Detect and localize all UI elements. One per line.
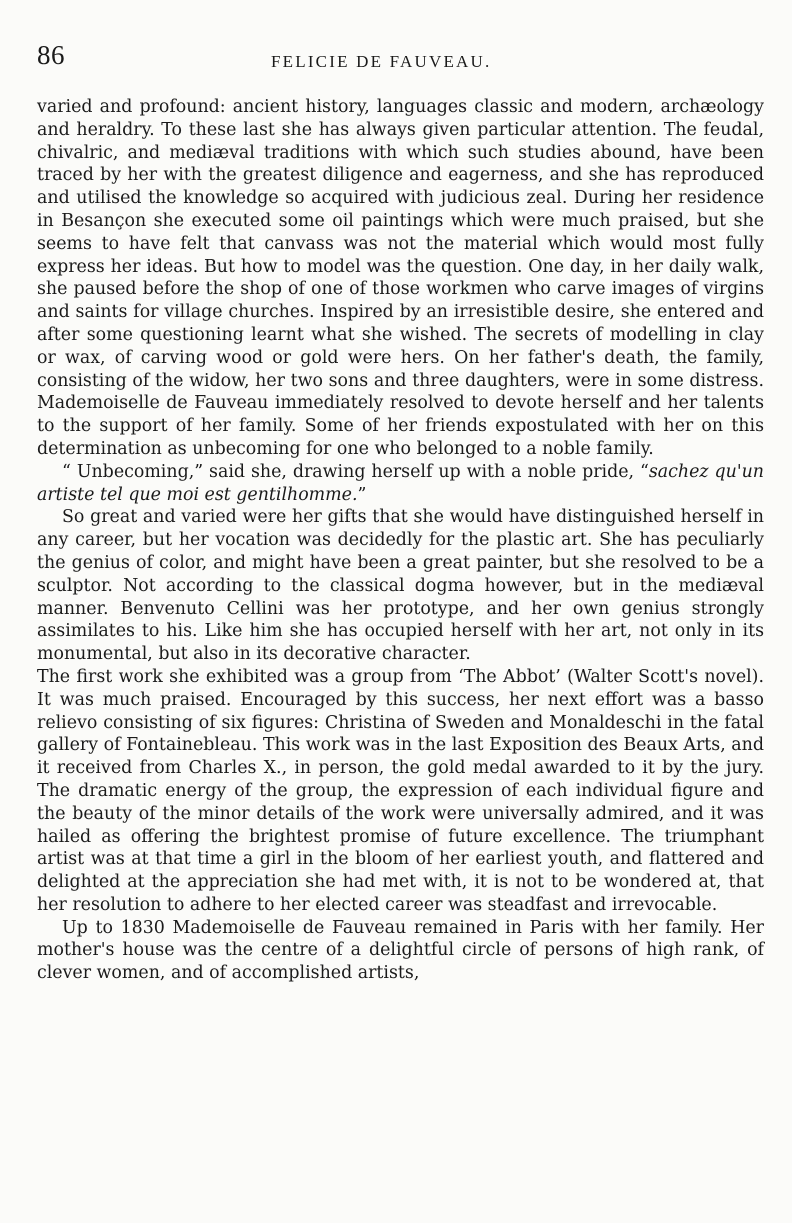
running-title: FELICIE DE FAUVEAU. xyxy=(271,52,492,71)
page-number: 86 xyxy=(37,40,65,70)
quote-lead: “ Unbecoming,” said she, drawing herself up with a noble pride, “ xyxy=(62,461,649,482)
paragraph-4: The first work she exhibited was a group from ‘The Abbot’ (Walter Scott's novel). It was much praised. Encouraged by this success, her next effort was a basso relievo consisting of six figures: Christina of Sweden and Monaldeschi in the fatal gallery of Fontainebleau. This work was in the last Exposition des Beaux Arts, and it received from Charles X., in person, the gold medal awarded to it by the jury. The dramatic energy of the group, the expression of each individual figure and the beauty of the minor details of the work were universally admired, and it was hailed as offering the brightest promise of future excellence. The triumphant artist was at that time a girl in the bloom of her earliest youth, and flattered and delighted at the appreciation she had met with, it is not to be wondered at, that her resolution to adhere to her elected career was steadfast and irrevocable. xyxy=(37,666,764,915)
quote-close: ” xyxy=(357,484,367,505)
body-text xyxy=(37,96,764,985)
french-quote: sachez qu'un artiste tel que moi est gentilhomme. xyxy=(37,461,764,505)
paragraph-1: varied and profound: ancient history, languages classic and modern, archæology and heraldry. To these last she has always given particular attention. The feudal, chivalric, and mediæval traditions with which such studies abound, have been traced by her with the greatest diligence and eagerness, and she has reproduced and utilised the knowledge so acquired with judicious zeal. During her residence in Besançon she executed some oil paintings which were much praised, but she seems to have felt that canvass was not the material which would most fully express her ideas. But how to model was the question. One day, in her daily walk, she paused before the shop of one of those workmen who carve images of virgins and saints for village churches. Inspired by an irresistible desire, she entered and after some questioning learnt what she wished. The secrets of modelling in clay or wax, of carving wood or gold were hers. On her father's death, the family, consisting of the widow, her two sons and three daughters, were in some distress. Mademoiselle de Fauveau immediately resolved to devote herself and her talents to the support of her family. Some of her friends expostulated with her on this determination as unbecoming for one who belonged to a noble family. xyxy=(37,97,764,459)
page-header xyxy=(37,40,762,80)
paragraph-5: Up to 1830 Mademoiselle de Fauveau remained in Paris with her family. Her mother's house was the centre of a delightful circle of persons of high rank, of clever women, and of accomplished artists, xyxy=(37,917,764,984)
paragraph-2 xyxy=(37,461,764,507)
paragraph-3: So great and varied were her gifts that she would have distinguished herself in any career, but her vocation was decidedly for the plastic art. She has peculiarly the genius of color, and might have been a great painter, but she resolved to be a sculptor. Not according to the classical dogma however, but in the mediæval manner. Benvenuto Cellini was her prototype, and her own genius strongly assimilates to his. Like him she has occupied herself with her art, not only in its monumental, but also in its decorative character. xyxy=(37,507,764,665)
